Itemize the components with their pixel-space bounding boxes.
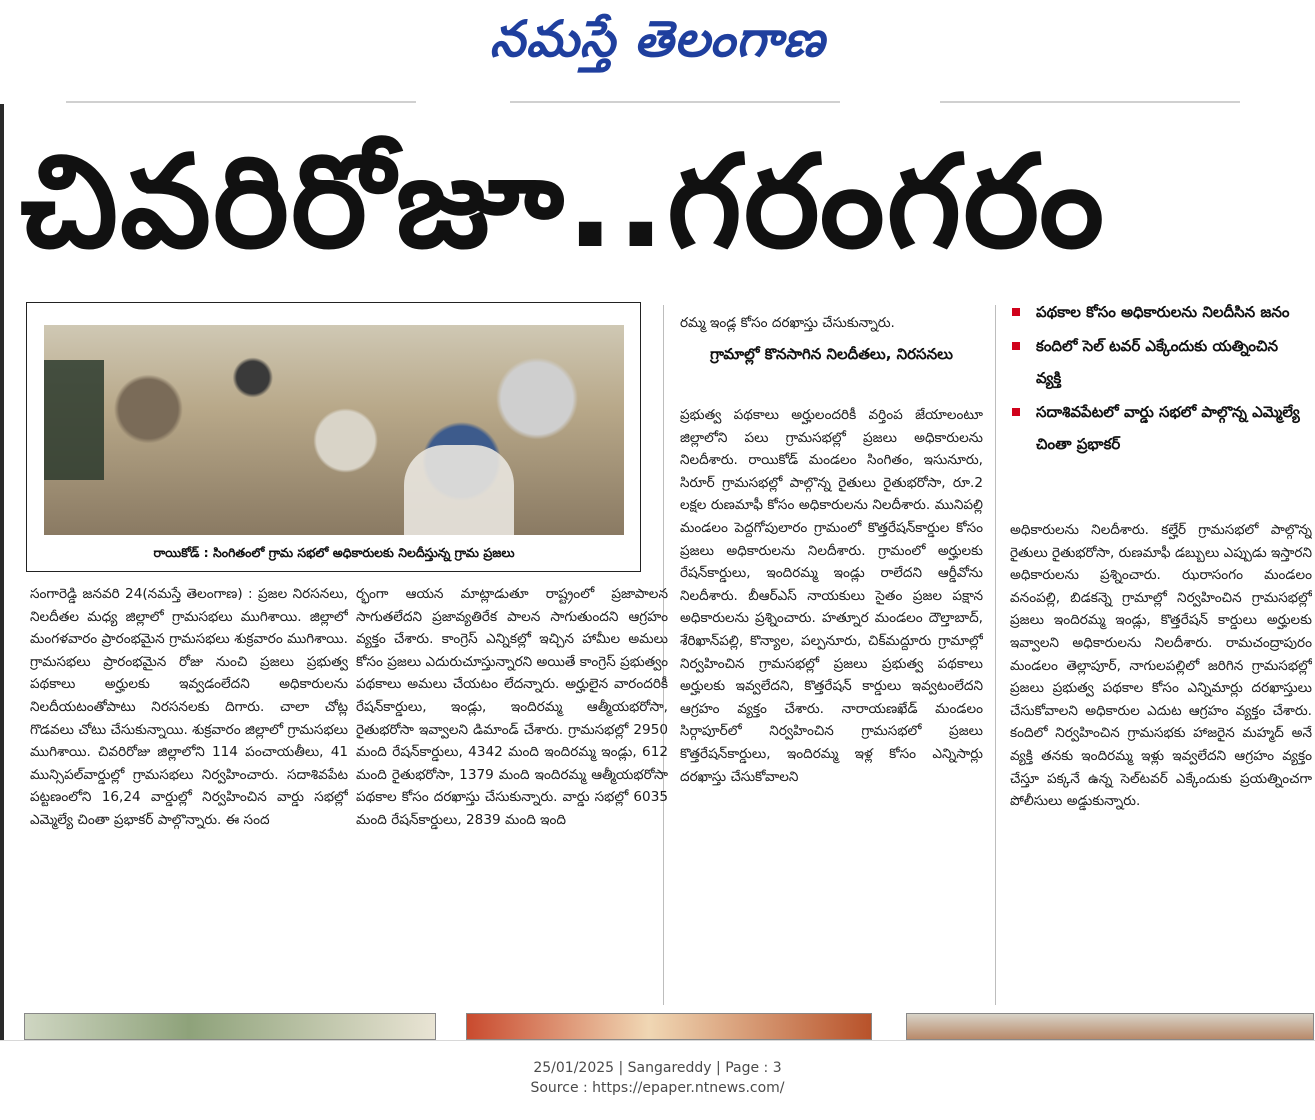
article-text: సంగారెడ్డి జనవరి 24(నమస్తే తెలంగాణ) : ప్రజల నిరసనలు, నిలదీతల మధ్య జిల్లాలో గ్రామసభలు ముగిశాయి. జిల్లాలో మంగళవారం ప్రారంభమైన గ్రామసభలు శుక్రవారం ముగిశాయి. గ్రామసభలు ప్రారంభమైన రోజు నుంచి ప్రజలు ప్రభుత్వ పథకాలు అర్హులకు ఇవ్వడంలేదని అధికారులను నిలదీయటంతోపాటు నిరసనలకు దిగారు. చాలా చోట్ల గొడవలు చోటు చేసుకున్నాయి. శుక్రవారం జిల్లాలో గ్రామసభలు ముగిశాయి. చివరిరోజు జిల్లాలోని 114 పంచాయతీలు, 41 మున్సిపల్‌వార్డుల్లో గ్రామసభలు నిర్వహించారు. సదాశివపేట పట్టణంలోని 16,24 వార్డుల్లో నిర్వహించిన వార్డు సభల్లో ఎమ్మెల్యే చింతా ప్రభాకర్ పాల్గొన్నారు. ఈ సంద <box>30 586 348 828</box>
related-photo-thumbnail <box>906 1013 1314 1040</box>
bullet-square-icon <box>1012 308 1020 316</box>
source-link[interactable]: Source : https://epaper.ntnews.com/ <box>530 1080 785 1096</box>
divider <box>66 101 416 103</box>
highlights-list <box>1008 296 1308 508</box>
article-continuation: రమ్మ ఇండ్ల కోసం దరఖాస్తు చేసుకున్నారు. <box>680 315 895 331</box>
highlight-item <box>1008 396 1308 460</box>
article-column-3 <box>680 404 983 1004</box>
article-text: అధికారులను నిలదీశారు. కల్హేర్ గ్రామసభలో పాల్గొన్న రైతులు రైతుభరోసా, రుణమాఫీ డబ్బులు ఎప్పుడు ఇస్తారని అధికారులను ప్రశ్నించారు. ఝరాసంగం మండలం వనంపల్లి, బిడకన్నె గ్రామాల్లో నిర్వహించిన గ్రామసభల్లో ప్రజలు ఇందిరమ్మ ఇండ్లు, కొత్తరేషన్ కార్డులు అర్హులకు ఇవ్వాలని అధికారులను నిలదీశారు. రామచంద్రాపురం మండలం తెల్లాపూర్, నాగులపల్లిలో జరిగిన గ్రామసభల్లో ప్రజలు ప్రభుత్వ పథకాల కోసం ఎన్నిమార్లు దరఖాస్తులు చేసుకోవాలని అధికారుల ఎదుట ఆగ్రహం వ్యక్తం చేశారు. కందిలో నిర్వహించిన గ్రామసభకు హాజరైన మహ్మద్ అనే వ్యక్తి తనకు ఇందిరమ్మ ఇళ్లు ఇవ్వలేదని ఆగ్రహం వ్యక్తం చేస్తూ పక్కనే ఉన్న సెల్‌టవర్ ఎక్కేందుకు ప్రయత్నించగా పోలీసులు అడ్డుకున్నారు. <box>1010 522 1312 810</box>
article-text: ప్రభుత్వ పథకాలు అర్హులందరికీ వర్తింప జేయాలంటూ జిల్లాలోని పలు గ్రామసభల్లో ప్రజలు అధికారులను నిలదీశారు. రాయికోడ్ మండలం సింగితం, ఇసునూరు, సిరూర్ గ్రామసభల్లో పాల్గొన్న రైతులు రైతుభరోసా, రూ.2 లక్షల రుణమాఫీ కోసం అధికారులను నిలదీశారు. మునిపల్లి మండలం పెద్దగోపులారం గ్రామంలో కొత్తరేషన్‌కార్డుల కోసం ప్రజలు అధికారులను నిలదీశారు. గ్రామంలో అర్హులకు రేషన్‌కార్డులు, ఇందిరమ్మ ఇండ్లు రాలేదని ఆర్డీవోను నిలదీశారు. బీఆర్‌ఎస్ నాయకులు సైతం ప్రజల పక్షాన అధికారులను ప్రశ్నించారు. హత్నూర మండలం దౌల్తాబాద్, శేరిఖాన్‌పల్లి, కొన్యాల, పల్పనూరు, చిక్‌మద్దూరు గ్రామాల్లో నిర్వహించిన గ్రామసభల్లో ప్రజలు ప్రభుత్వ పథకాలు అర్హులకు ఇవ్వలేదని, కొత్తరేషన్ కార్డులు ఇవ్వటంలేదని ఆగ్రహం వ్యక్తం చేశారు. నారాయణఖేడ్ మండలం సిర్గాపూర్‌లో నిర్వహించిన గ్రామసభలో ప్రజలు కొత్తరేషన్‌కార్డులు, ఇందిరమ్మ ఇళ్ల కోసం ఎన్నిసార్లు దరఖాస్తు చేసుకోవాలని <box>680 407 983 785</box>
related-photo-thumbnail <box>466 1013 872 1040</box>
masthead <box>0 0 1315 80</box>
page-footer <box>0 1040 1315 1120</box>
bullet-square-icon <box>1012 342 1020 350</box>
highlight-text: సదాశివపేటలో వార్డు సభలో పాల్గొన్న ఎమ్మెల్యే చింతా ప్రభాకర్ <box>1036 403 1300 453</box>
highlight-item <box>1008 330 1308 394</box>
newspaper-logo: నమస్తే తెలంగాణ <box>489 9 826 68</box>
highlight-text: కందిలో సెల్ టవర్ ఎక్కేందుకు యత్నించిన వ్యక్తి <box>1036 337 1279 387</box>
divider <box>510 101 840 103</box>
page-edge-rule <box>0 104 4 1040</box>
article-column-1 <box>30 583 348 1003</box>
column-divider <box>995 305 996 1005</box>
bullet-square-icon <box>1012 408 1020 416</box>
photo-box <box>26 302 641 572</box>
highlight-text: పథకాల కోసం అధికారులను నిలదీసిన జనం <box>1036 303 1290 321</box>
photo-caption: రాయికోడ్ : సింగితంలో గ్రామ సభలో అధికారులకు నిలదీస్తున్న గ్రామ ప్రజలు <box>153 545 515 560</box>
article-column-2 <box>356 583 668 1003</box>
highlight-item <box>1008 296 1308 328</box>
edition-info: 25/01/2025 | Sangareddy | Page : 3 <box>533 1060 782 1076</box>
article-column-4 <box>1010 519 1312 999</box>
headline: చివరిరోజూ..గరంగరం <box>20 128 1107 277</box>
related-photo-thumbnail <box>24 1013 436 1040</box>
news-photo <box>44 325 624 535</box>
divider <box>940 101 1240 103</box>
article-subheading: గ్రామాల్లో కొనసాగిన నిలదీతలు, నిరసనలు <box>710 345 953 363</box>
article-text: ర్భంగా ఆయన మాట్లాడుతూ రాష్ట్రంలో ప్రజాపాలన సాగుతలేదని ప్రజావ్యతిరేక పాలన సాగుతుందని ఆగ్రహం వ్యక్తం చేశారు. కాంగ్రెస్ ఎన్నికల్లో ఇచ్చిన హామీల అమలు కోసం ప్రజలు ఎదురుచూస్తున్నారని అయితే కాంగ్రెస్ ప్రభుత్వం పథకాలు అమలు చేయటం లేదన్నారు. అర్హులైన వారందరికీ రేషన్‌కార్డులు, ఇండ్లు, ఇందిరమ్మ ఆత్మీయభరోసా, రైతుభరోసా ఇవ్వాలని డిమాండ్ చేశారు. గ్రామసభల్లో 2950 మంది రేషన్‌కార్డులు, 4342 మంది ఇందిరమ్మ ఇండ్లు, 612 మంది రైతుభరోసా, 1379 మంది ఇందిరమ్మ ఆత్మీయభరోసా పథకాల కోసం దరఖాస్తు చేసుకున్నారు. వార్డు సభల్లో 6035 మంది రేషన్‌కార్డులు, 2839 మంది ఇంది <box>356 586 668 828</box>
